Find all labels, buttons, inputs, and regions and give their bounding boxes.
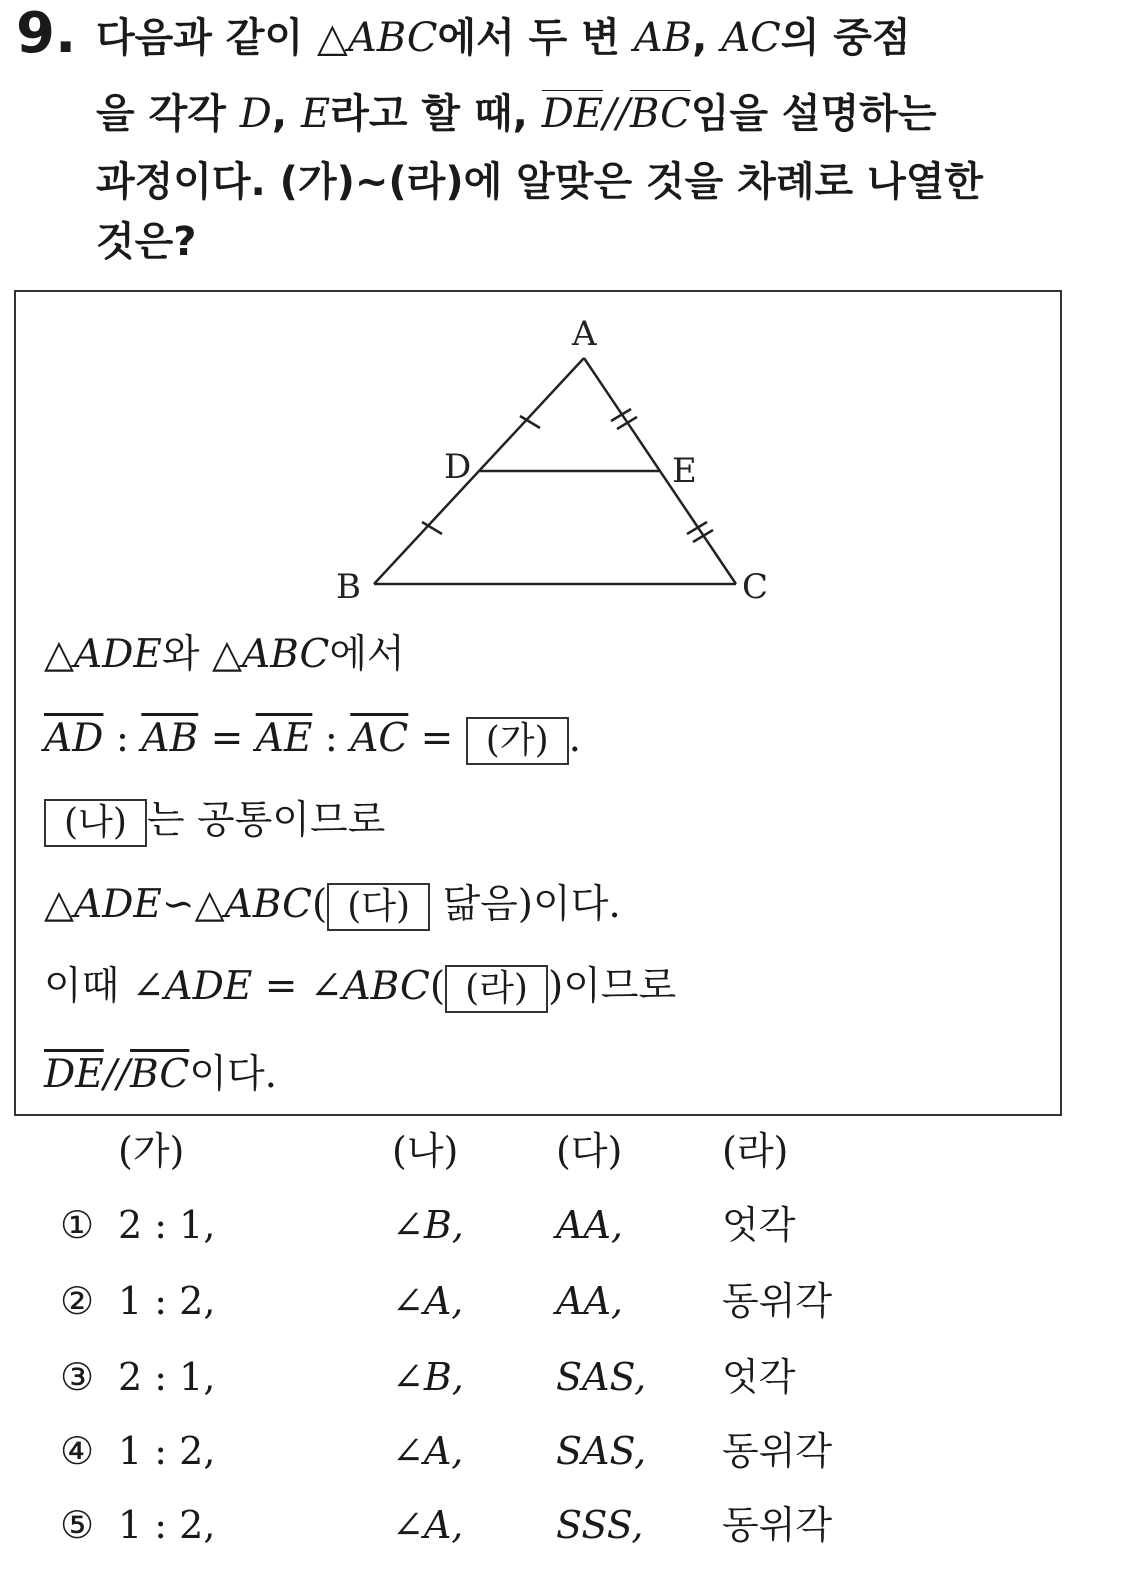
triangle-figure bbox=[316, 300, 796, 600]
option-ga: 1 : 2, bbox=[118, 1503, 216, 1547]
question-line-1: 다음과 같이 △ABC에서 두 변 AB, AC의 중점 bbox=[96, 15, 911, 61]
option-ra: 동위각 bbox=[722, 1503, 833, 1547]
option-ra: 엇각 bbox=[722, 1203, 796, 1247]
blank-ga: (가) bbox=[466, 717, 569, 765]
option-mark[interactable]: ⑤ bbox=[60, 1503, 95, 1547]
question-line-2: 을 각각 D, E라고 할 때, $\overline{DE}//\overline{BC}$임을 설명하는 bbox=[96, 91, 937, 137]
header-ga: (가) bbox=[118, 1129, 185, 1173]
option-ra: 엇각 bbox=[722, 1355, 796, 1399]
option-mark[interactable]: ③ bbox=[60, 1355, 95, 1399]
option-ga: 2 : 1, bbox=[118, 1203, 216, 1247]
label-b: B bbox=[336, 567, 361, 600]
option-da: SAS, bbox=[556, 1429, 647, 1473]
header-na: (나) bbox=[392, 1129, 459, 1173]
option-da: AA, bbox=[556, 1203, 623, 1247]
question-line-4: 것은? bbox=[96, 219, 197, 265]
blank-na: (나) bbox=[44, 799, 147, 847]
proof-line-1: △ADE와 △ABC에서 bbox=[44, 632, 405, 677]
blank-da: (다) bbox=[327, 883, 430, 931]
option-ga: 2 : 1, bbox=[118, 1355, 216, 1399]
option-da: SAS, bbox=[556, 1355, 647, 1399]
option-na: ∠A, bbox=[392, 1279, 464, 1323]
option-na: ∠B, bbox=[392, 1355, 464, 1399]
proof-line-5: 이때 ∠ADE = ∠ABC( (라) )이므로 bbox=[44, 962, 676, 1013]
label-a: A bbox=[572, 314, 597, 354]
tick-ec-2 bbox=[693, 530, 713, 542]
tick-ae-2 bbox=[617, 417, 637, 429]
option-na: ∠A, bbox=[392, 1503, 464, 1547]
label-e: E bbox=[672, 451, 697, 491]
proof-line-2: $\overline{AD}$ : $\overline{AB} = \overline{AE}$ : $\overline{AC}$ = (가) . bbox=[44, 714, 581, 765]
option-ra: 동위각 bbox=[722, 1429, 833, 1473]
proof-line-3: (나) 는 공통이므로 bbox=[44, 796, 385, 847]
question-line-3: 과정이다. (가)~(라)에 알맞은 것을 차례로 나열한 bbox=[96, 159, 983, 205]
option-ra: 동위각 bbox=[722, 1279, 833, 1323]
option-na: ∠B, bbox=[392, 1203, 464, 1247]
option-mark[interactable]: ② bbox=[60, 1279, 95, 1323]
header-da: (다) bbox=[556, 1129, 623, 1173]
label-c: C bbox=[742, 567, 769, 600]
option-mark[interactable]: ④ bbox=[60, 1429, 95, 1473]
header-ra: (라) bbox=[722, 1129, 789, 1173]
proof-line-4: △ADE∽△ABC( (다) 닮음)이다. bbox=[44, 880, 621, 931]
option-da: AA, bbox=[556, 1279, 623, 1323]
option-da: SSS, bbox=[556, 1503, 644, 1547]
option-na: ∠A, bbox=[392, 1429, 464, 1473]
option-mark[interactable]: ① bbox=[60, 1203, 95, 1247]
proof-line-6: $\overline{DE}//\overline{BC}$이다. bbox=[44, 1052, 278, 1097]
label-d: D bbox=[444, 447, 472, 487]
question-number: 9. bbox=[16, 1, 77, 66]
option-ga: 1 : 2, bbox=[118, 1279, 216, 1323]
proof-box bbox=[14, 290, 1062, 1116]
option-ga: 1 : 2, bbox=[118, 1429, 216, 1473]
blank-ra: (라) bbox=[445, 965, 548, 1013]
